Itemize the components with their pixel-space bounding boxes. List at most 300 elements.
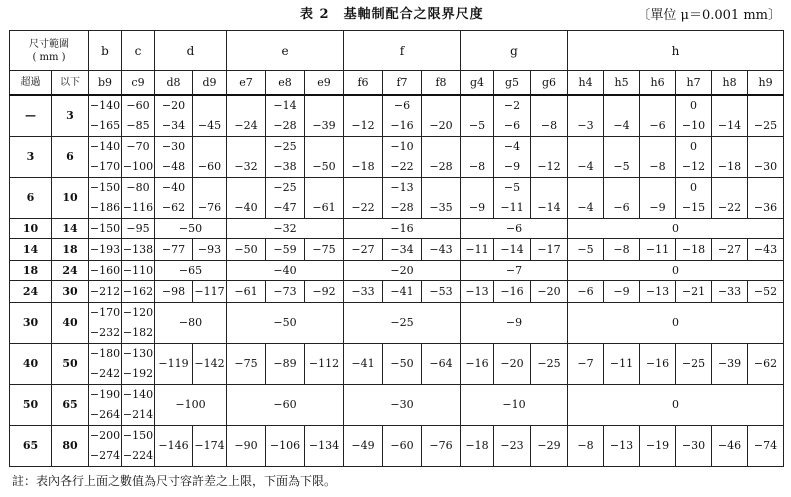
table-cell (461, 177, 494, 218)
cell-value: −9 (503, 159, 521, 173)
table-cell: −49 (344, 425, 383, 466)
table-cell: −95 (122, 218, 155, 238)
cell-value: −12 (537, 159, 561, 173)
group-e-header: e (227, 31, 344, 71)
cell-value: −62 (161, 200, 186, 214)
table-cell: 40 (52, 302, 89, 343)
cell-value (422, 137, 460, 157)
cell-value: −214 (122, 407, 154, 421)
col-header: h8 (712, 71, 748, 95)
table-cell: 6 (10, 177, 52, 218)
unit-label: 〔單位 μ＝0.001 mm〕 (637, 8, 781, 23)
cell-value (461, 137, 493, 157)
cell-value: −4 (503, 139, 521, 153)
table-cell: −6 (568, 280, 604, 302)
table-cell: −50 (383, 343, 422, 384)
cell-value: −35 (429, 200, 453, 214)
table-cell (604, 95, 640, 137)
table-cell: −19 (640, 425, 676, 466)
table-cell: −142 (193, 343, 227, 384)
table-cell (305, 136, 344, 177)
table-cell (89, 95, 122, 137)
group-h-header: h (568, 31, 784, 71)
table-cell: 65 (10, 425, 52, 466)
table-cell: −9 (604, 280, 640, 302)
cell-value: −9 (468, 200, 486, 214)
cell-value (531, 137, 567, 157)
table-cell: 14 (10, 238, 52, 260)
cell-value: −25 (273, 139, 297, 153)
table-cell (640, 177, 676, 218)
table-cell (227, 136, 266, 177)
table-cell: −60 (383, 425, 422, 466)
table-cell: −40 (227, 260, 344, 280)
cell-value (712, 96, 747, 116)
col-header: g4 (461, 71, 494, 95)
table-cell (155, 136, 193, 177)
table-row (10, 260, 784, 280)
table-cell (89, 302, 122, 343)
cell-value: −38 (273, 159, 297, 173)
cell-value: −22 (390, 159, 414, 173)
group-b-header: b (89, 31, 122, 71)
cell-value: −274 (89, 448, 121, 462)
cell-value (193, 96, 226, 116)
table-cell: −25 (676, 343, 712, 384)
cell-value: −28 (429, 159, 453, 173)
table-cell (193, 136, 227, 177)
cell-value (344, 178, 382, 198)
cell-value: −34 (161, 118, 186, 132)
cell-value (227, 96, 265, 116)
table-cell (122, 177, 155, 218)
cell-value: −12 (681, 159, 706, 173)
table-cell: −61 (227, 280, 266, 302)
cell-value: −165 (89, 118, 121, 132)
table-cell: 18 (52, 238, 89, 260)
cell-value (227, 178, 265, 198)
cell-value: −22 (351, 200, 375, 214)
col-header: b9 (89, 71, 122, 95)
group-d-header: d (155, 31, 227, 71)
table-cell: −150 (89, 218, 122, 238)
table-cell: 50 (10, 384, 52, 425)
table-cell: −13 (461, 280, 494, 302)
table-cell: −13 (640, 280, 676, 302)
table-cell: −160 (89, 260, 122, 280)
table-cell (344, 177, 383, 218)
cell-value: −85 (126, 118, 150, 132)
table-cell (422, 95, 461, 137)
table-cell: −90 (227, 425, 266, 466)
table-cell: −98 (155, 280, 193, 302)
table-cell: −50 (227, 302, 344, 343)
table-cell (640, 95, 676, 137)
col-header: e9 (305, 71, 344, 95)
cell-value: −6 (393, 98, 411, 112)
table-cell: 40 (10, 343, 52, 384)
table-cell (122, 95, 155, 137)
cell-value (461, 178, 493, 198)
table-cell (640, 136, 676, 177)
table-cell: −50 (227, 238, 266, 260)
table-cell: −7 (461, 260, 568, 280)
tolerance-table (9, 30, 784, 467)
cell-value (748, 137, 783, 157)
cell-value: −140 (89, 139, 121, 153)
cell-value: −186 (89, 200, 121, 214)
table-body (10, 95, 784, 467)
cell-value: −15 (681, 200, 706, 214)
cell-value: −12 (351, 118, 375, 132)
table-row (10, 95, 784, 137)
table-cell: −50 (155, 218, 227, 238)
table-cell: −30 (344, 384, 461, 425)
cell-value: −200 (89, 428, 121, 442)
cell-value: −25 (753, 118, 778, 132)
table-cell: −92 (305, 280, 344, 302)
table-cell: −16 (494, 280, 531, 302)
table-cell: −75 (227, 343, 266, 384)
table-cell: −59 (266, 238, 305, 260)
table-row (10, 302, 784, 343)
footnote: 註：表內各行上面之數值為尺寸容許差之上限，下面為下限。 (12, 474, 337, 488)
cell-value (531, 178, 567, 198)
cell-value: −4 (577, 200, 594, 214)
table-cell: 0 (568, 302, 784, 343)
cell-value: −40 (234, 200, 258, 214)
cell-value: −150 (122, 428, 154, 442)
cell-value: −182 (122, 325, 154, 339)
cell-value (640, 137, 675, 157)
table-row (10, 218, 784, 238)
table-cell: −75 (305, 238, 344, 260)
table-cell (531, 95, 568, 137)
table-cell: −89 (266, 343, 305, 384)
table-cell: −32 (227, 218, 344, 238)
table-cell: −117 (193, 280, 227, 302)
cell-value: −8 (468, 159, 486, 173)
table-cell: −20 (531, 280, 568, 302)
table-cell (193, 177, 227, 218)
table-cell (676, 136, 712, 177)
cell-value (604, 96, 639, 116)
table-cell: −76 (422, 425, 461, 466)
table-cell (494, 177, 531, 218)
table-cell (531, 177, 568, 218)
table-cell: −29 (531, 425, 568, 466)
col-header: c9 (122, 71, 155, 95)
cell-value: −60 (197, 159, 222, 173)
table-cell (568, 136, 604, 177)
col-header: g6 (531, 71, 568, 95)
cell-value: −14 (537, 200, 561, 214)
cell-value: −120 (122, 305, 154, 319)
table-cell: −18 (676, 238, 712, 260)
table-cell: −6 (461, 218, 568, 238)
cell-value: −36 (753, 200, 778, 214)
table-cell: 0 (568, 384, 784, 425)
cell-value (748, 178, 783, 198)
cell-value: −39 (312, 118, 336, 132)
table-cell: −25 (531, 343, 568, 384)
cell-value: −28 (390, 200, 414, 214)
table-cell (531, 136, 568, 177)
cell-value: −76 (197, 200, 222, 214)
table-cell: 30 (52, 280, 89, 302)
table-cell (227, 95, 266, 137)
cell-value: −10 (390, 139, 414, 153)
cell-value (193, 137, 226, 157)
group-c-header: c (122, 31, 155, 71)
table-cell: −93 (193, 238, 227, 260)
cell-value (305, 137, 343, 157)
cell-value: −116 (122, 200, 154, 214)
cell-value: −25 (273, 180, 297, 194)
table-cell: −43 (748, 238, 784, 260)
table-cell: 50 (52, 343, 89, 384)
table-cell (383, 136, 422, 177)
cell-value: −100 (122, 159, 154, 173)
cell-value: −4 (613, 118, 630, 132)
table-cell (122, 136, 155, 177)
cell-value (568, 178, 603, 198)
cell-value (531, 96, 567, 116)
upto-header: 以下 (52, 71, 89, 95)
cell-value: −5 (468, 118, 486, 132)
table-cell (568, 95, 604, 137)
cell-value (461, 96, 493, 116)
table-cell: 10 (10, 218, 52, 238)
cell-value: 0 (690, 98, 698, 112)
table-cell (344, 136, 383, 177)
table-row (10, 136, 784, 177)
cell-value: −47 (273, 200, 297, 214)
table-cell: 6 (52, 136, 89, 177)
cell-value (422, 96, 460, 116)
cell-value: −13 (390, 180, 414, 194)
cell-value: −3 (577, 118, 594, 132)
cell-value: −20 (161, 98, 186, 112)
cell-value: −8 (540, 118, 558, 132)
table-cell: — (10, 95, 52, 137)
cell-value: −8 (649, 159, 666, 173)
table-cell (305, 95, 344, 137)
table-cell: −8 (568, 425, 604, 466)
table-cell (344, 95, 383, 137)
cell-value: −61 (312, 200, 336, 214)
table-cell: −17 (531, 238, 568, 260)
table-cell: −193 (89, 238, 122, 260)
table-cell (305, 177, 344, 218)
table-cell: −100 (155, 384, 227, 425)
cell-value: −24 (234, 118, 258, 132)
table-cell (266, 95, 305, 137)
table-cell (155, 95, 193, 137)
cell-value (193, 178, 226, 198)
cell-value: −130 (122, 346, 154, 360)
cell-value: −32 (234, 159, 258, 173)
cell-value (568, 137, 603, 157)
table-cell: 0 (568, 218, 784, 238)
table-cell: −146 (155, 425, 193, 466)
table-cell: −53 (422, 280, 461, 302)
cell-value (305, 178, 343, 198)
cell-value: −5 (613, 159, 630, 173)
cell-value: −70 (126, 139, 150, 153)
table-cell (604, 136, 640, 177)
table-cell: −52 (748, 280, 784, 302)
col-header: d8 (155, 71, 193, 95)
table-cell: −21 (676, 280, 712, 302)
cell-value (712, 178, 747, 198)
table-cell (89, 425, 122, 466)
table-cell: −174 (193, 425, 227, 466)
table-cell (422, 177, 461, 218)
table-cell: −62 (748, 343, 784, 384)
cell-value: −190 (89, 387, 121, 401)
table-cell: −11 (461, 238, 494, 260)
table-cell (266, 177, 305, 218)
table-cell: −11 (604, 343, 640, 384)
table-cell: −134 (305, 425, 344, 466)
size-unit-label: ( mm ) (32, 51, 66, 63)
cell-value (640, 178, 675, 198)
col-header: h9 (748, 71, 784, 95)
table-cell (122, 343, 155, 384)
table-cell: −64 (422, 343, 461, 384)
col-header: h5 (604, 71, 640, 95)
cell-value (344, 137, 382, 157)
table-cell (422, 136, 461, 177)
table-cell: 18 (10, 260, 52, 280)
table-cell: −16 (344, 218, 461, 238)
size-range-label: 尺寸範圍 (29, 38, 69, 50)
table-cell (712, 177, 748, 218)
group-g-header: g (461, 31, 568, 71)
table-cell: −33 (712, 280, 748, 302)
cell-value (604, 178, 639, 198)
table-cell: −110 (122, 260, 155, 280)
cell-value (568, 96, 603, 116)
table-cell: −13 (604, 425, 640, 466)
cell-value: −18 (351, 159, 375, 173)
table-cell: 24 (52, 260, 89, 280)
table-cell: −212 (89, 280, 122, 302)
table-cell (89, 343, 122, 384)
cell-value (712, 137, 747, 157)
table-cell: −10 (461, 384, 568, 425)
table-cell: −16 (461, 343, 494, 384)
cell-value (305, 96, 343, 116)
cell-value: −80 (126, 180, 150, 194)
cell-value: −11 (500, 200, 524, 214)
table-cell: −33 (344, 280, 383, 302)
cell-value (344, 96, 382, 116)
table-cell (89, 136, 122, 177)
table-cell: −65 (155, 260, 227, 280)
cell-value: −180 (89, 346, 121, 360)
table-cell (568, 177, 604, 218)
table-cell: 80 (52, 425, 89, 466)
cell-value: −264 (89, 407, 121, 421)
table-cell: −20 (344, 260, 461, 280)
cell-value: −10 (681, 118, 706, 132)
table-row (10, 177, 784, 218)
table-cell (155, 177, 193, 218)
table-cell: −43 (422, 238, 461, 260)
table-cell: −74 (748, 425, 784, 466)
table-cell: −14 (494, 238, 531, 260)
col-header: f6 (344, 71, 383, 95)
table-cell (89, 177, 122, 218)
table-cell: −30 (676, 425, 712, 466)
table-title: 表 2 基軸制配合之限界尺度 (300, 7, 484, 22)
cell-value: −242 (89, 366, 121, 380)
table-cell: −112 (305, 343, 344, 384)
table-cell (266, 136, 305, 177)
cell-value: −170 (89, 305, 121, 319)
table-cell: −39 (712, 343, 748, 384)
table-cell: −18 (461, 425, 494, 466)
col-header: g5 (494, 71, 531, 95)
table-cell: 10 (52, 177, 89, 218)
col-header: e8 (266, 71, 305, 95)
table-cell (712, 95, 748, 137)
cell-value: 0 (690, 180, 698, 194)
col-header: f8 (422, 71, 461, 95)
cell-value: −16 (390, 118, 414, 132)
table-cell (748, 177, 784, 218)
table-row (10, 384, 784, 425)
cell-value (604, 137, 639, 157)
table-cell (227, 177, 266, 218)
table-cell (494, 95, 531, 137)
cell-value: −6 (649, 118, 666, 132)
cell-value: −14 (717, 118, 742, 132)
cell-value: −5 (503, 180, 521, 194)
table-cell: 14 (52, 218, 89, 238)
cell-value: −224 (122, 448, 154, 462)
table-cell: −77 (155, 238, 193, 260)
cell-value (422, 178, 460, 198)
cell-value: −48 (161, 159, 186, 173)
cell-value: −60 (126, 98, 150, 112)
table-cell: 3 (10, 136, 52, 177)
table-cell: −5 (568, 238, 604, 260)
table-cell (193, 95, 227, 137)
table-row (10, 238, 784, 260)
table-cell (676, 95, 712, 137)
group-f-header: f (344, 31, 461, 71)
table-cell (383, 177, 422, 218)
table-cell: −41 (344, 343, 383, 384)
table-cell: −41 (383, 280, 422, 302)
cell-value: −6 (613, 200, 630, 214)
table-cell (122, 302, 155, 343)
cell-value: −140 (122, 387, 154, 401)
cell-value: −9 (649, 200, 666, 214)
cell-value: −2 (503, 98, 521, 112)
table-cell: −46 (712, 425, 748, 466)
table-cell: 24 (10, 280, 52, 302)
table-row (10, 343, 784, 384)
cell-value: −50 (312, 159, 336, 173)
table-cell: 3 (52, 95, 89, 137)
table-cell (122, 425, 155, 466)
cell-value: −45 (197, 118, 222, 132)
col-header: h7 (676, 71, 712, 95)
